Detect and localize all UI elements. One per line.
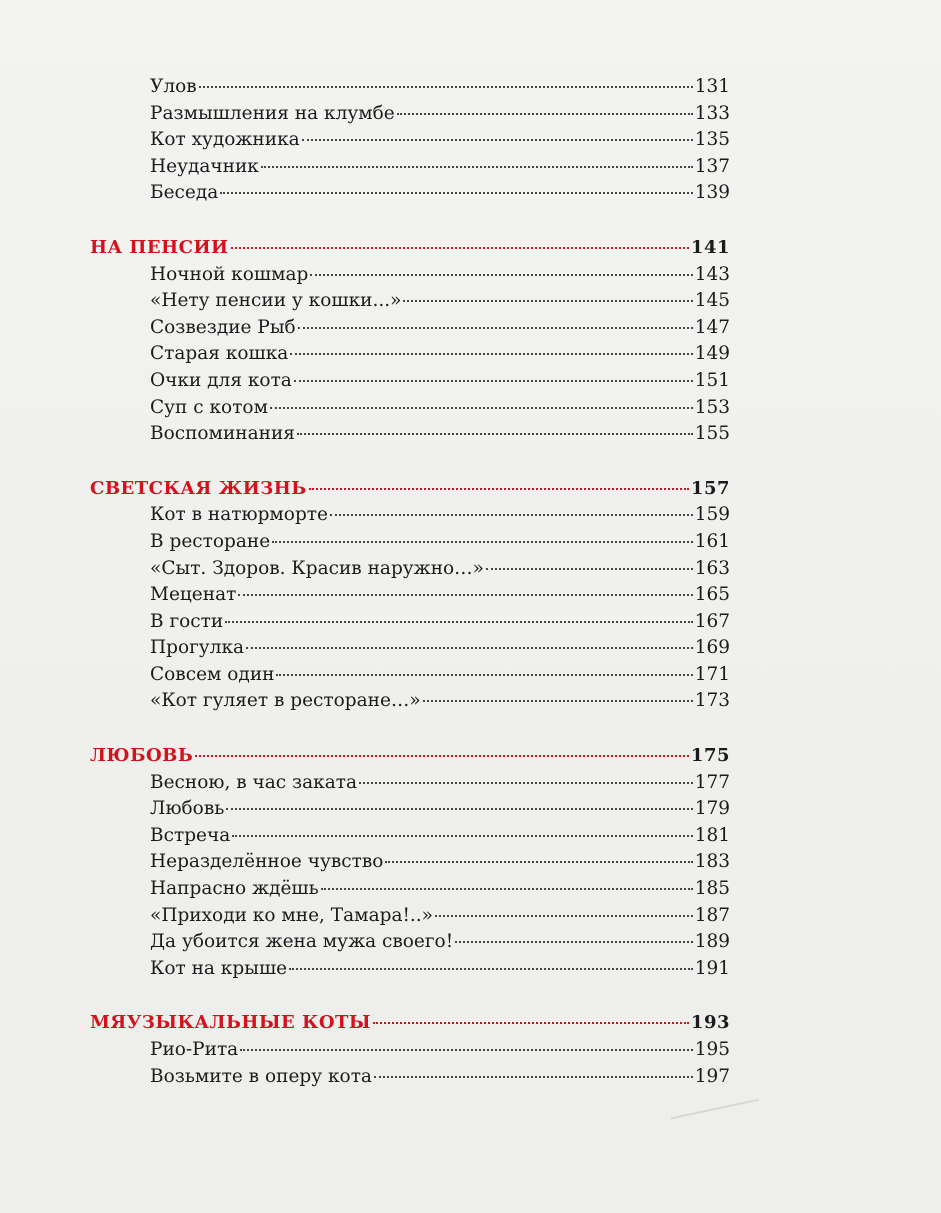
entry-title: Кот художника [150, 129, 300, 151]
dot-leader [270, 405, 693, 409]
entry-title: Неразделённое чувство [150, 851, 384, 873]
entry-page-number: 133 [694, 102, 730, 124]
dot-leader [195, 753, 689, 757]
entry-page-number: 187 [694, 904, 730, 926]
dot-leader [330, 512, 693, 516]
entry-title: Весною, в час заката [150, 771, 358, 793]
entry-page-number: 153 [694, 396, 730, 418]
toc-section [90, 743, 730, 982]
toc-entry [90, 288, 730, 315]
entry-title: Любовь [150, 798, 225, 820]
dot-leader [246, 645, 693, 649]
toc-entry [90, 635, 730, 662]
entry-title: Возьмите в оперу кота [150, 1065, 372, 1087]
entry-page-number: 181 [694, 824, 730, 846]
dot-leader [309, 486, 689, 490]
dot-leader [385, 859, 692, 863]
entry-page-number: 173 [694, 690, 730, 712]
toc-section [90, 235, 730, 448]
entry-title: Неудачник [150, 155, 259, 177]
entry-page-number: 143 [694, 263, 730, 285]
toc-entry [90, 180, 730, 207]
entry-page-number: 179 [694, 798, 730, 820]
entry-title: «Кот гуляет в ресторане…» [150, 690, 421, 712]
dot-leader [220, 190, 692, 194]
entry-title: Меценат [150, 584, 237, 606]
toc-entry [90, 929, 730, 956]
toc-entry [90, 796, 730, 823]
entry-page-number: 131 [694, 76, 730, 97]
dot-leader [403, 298, 692, 302]
toc-entry [90, 688, 730, 715]
dot-leader [298, 325, 693, 329]
entry-page-number: 161 [694, 530, 730, 552]
dot-leader [294, 378, 693, 382]
entry-page-number: 135 [694, 129, 730, 151]
toc-entry [90, 556, 730, 583]
entry-title: Кот на крыше [150, 957, 288, 979]
toc-entry [90, 770, 730, 797]
toc-entry [90, 609, 730, 636]
table-of-contents [90, 74, 730, 1118]
section-title: МЯУЗЫКАЛЬНЫЕ КОТЫ [90, 1012, 372, 1034]
entry-title: Ночной кошмар [150, 263, 309, 285]
section-page-number: 193 [690, 1012, 730, 1034]
dot-leader [359, 780, 693, 784]
toc-entry [90, 341, 730, 368]
toc-section-heading [90, 743, 730, 770]
section-title: СВЕТСКАЯ ЖИЗНЬ [90, 477, 307, 499]
toc-section [90, 476, 730, 715]
entry-page-number: 195 [694, 1039, 730, 1060]
dot-leader [226, 806, 692, 810]
toc-section [90, 74, 730, 207]
toc-entry [90, 582, 730, 609]
section-page-number: 141 [690, 236, 730, 258]
toc-entry [90, 74, 730, 101]
entry-title: Суп с котом [150, 396, 268, 418]
toc-entry [90, 903, 730, 930]
dot-leader [423, 698, 693, 702]
entry-page-number: 159 [694, 504, 730, 526]
entry-page-number: 145 [694, 290, 730, 312]
entry-page-number: 197 [694, 1065, 730, 1087]
toc-entry [90, 127, 730, 154]
toc-entry [90, 662, 730, 689]
dot-leader [297, 431, 693, 435]
entry-page-number: 137 [694, 155, 730, 177]
toc-section-heading [90, 235, 730, 262]
toc-entry [90, 368, 730, 395]
entry-page-number: 191 [694, 957, 730, 979]
entry-page-number: 165 [694, 584, 730, 606]
dot-leader [272, 539, 693, 543]
dot-leader [310, 272, 692, 276]
entry-page-number: 183 [694, 851, 730, 873]
entry-page-number: 189 [694, 931, 730, 953]
entry-title: Напрасно ждёшь [150, 878, 319, 900]
entry-page-number: 147 [694, 316, 730, 338]
entry-page-number: 149 [694, 343, 730, 365]
dot-leader [261, 164, 693, 168]
toc-entry [90, 1064, 730, 1091]
dot-leader [276, 672, 692, 676]
entry-title: Кот в натюрморте [150, 504, 328, 526]
toc-entry [90, 262, 730, 289]
entry-page-number: 151 [694, 369, 730, 391]
entry-page-number: 163 [694, 557, 730, 579]
entry-title: Улов [150, 76, 197, 97]
toc-entry [90, 1037, 730, 1064]
dot-leader [435, 913, 693, 917]
toc-entry [90, 154, 730, 181]
toc-entry [90, 101, 730, 128]
entry-page-number: 171 [694, 663, 730, 685]
toc-entry [90, 849, 730, 876]
toc-entry [90, 956, 730, 983]
entry-title: Размышления на клумбе [150, 102, 395, 124]
entry-page-number: 169 [694, 637, 730, 659]
section-page-number: 175 [690, 745, 730, 767]
entry-page-number: 139 [694, 182, 730, 204]
dot-leader [455, 939, 693, 943]
toc-entry [90, 502, 730, 529]
entry-title: Старая кошка [150, 343, 289, 365]
toc-section-heading [90, 1010, 730, 1037]
toc-entry [90, 876, 730, 903]
toc-section-heading [90, 476, 730, 503]
toc-entry [90, 315, 730, 342]
dot-leader [321, 886, 693, 890]
section-title: НА ПЕНСИИ [90, 236, 229, 258]
toc-section [90, 1010, 730, 1090]
toc-entry [90, 395, 730, 422]
dot-leader [199, 84, 693, 88]
entry-page-number: 185 [694, 878, 730, 900]
dot-leader [232, 833, 692, 837]
dot-leader [289, 966, 693, 970]
entry-title: Очки для кота [150, 369, 292, 391]
dot-leader [397, 111, 693, 115]
entry-title: «Сыт. Здоров. Красив наружно…» [150, 557, 484, 579]
entry-title: В ресторане [150, 530, 271, 552]
dot-leader [302, 137, 693, 141]
dot-leader [238, 592, 692, 596]
entry-title: «Приходи ко мне, Тамара!..» [150, 904, 433, 926]
entry-title: Прогулка [150, 637, 245, 659]
toc-entry [90, 823, 730, 850]
dot-leader [486, 566, 693, 570]
dot-leader [240, 1047, 692, 1051]
dot-leader [231, 245, 689, 249]
entry-title: Да убоится жена мужа своего! [150, 931, 454, 953]
entry-title: В гости [150, 610, 224, 632]
entry-title: «Нету пенсии у кошки...» [150, 290, 402, 312]
dot-leader [290, 351, 692, 355]
entry-title: Созвездие Рыб [150, 316, 296, 338]
toc-entry [90, 421, 730, 448]
entry-title: Рио-Рита [150, 1039, 239, 1060]
section-title: ЛЮБОВЬ [90, 745, 194, 767]
toc-entry [90, 529, 730, 556]
dot-leader [225, 619, 692, 623]
entry-page-number: 155 [694, 423, 730, 445]
entry-title: Совсем один [150, 663, 275, 685]
dot-leader [374, 1074, 693, 1078]
entry-page-number: 177 [694, 771, 730, 793]
entry-title: Беседа [150, 182, 219, 204]
entry-page-number: 167 [694, 610, 730, 632]
entry-title: Встреча [150, 824, 231, 846]
dot-leader [373, 1020, 689, 1024]
entry-title: Воспоминания [150, 423, 295, 445]
section-page-number: 157 [690, 477, 730, 499]
